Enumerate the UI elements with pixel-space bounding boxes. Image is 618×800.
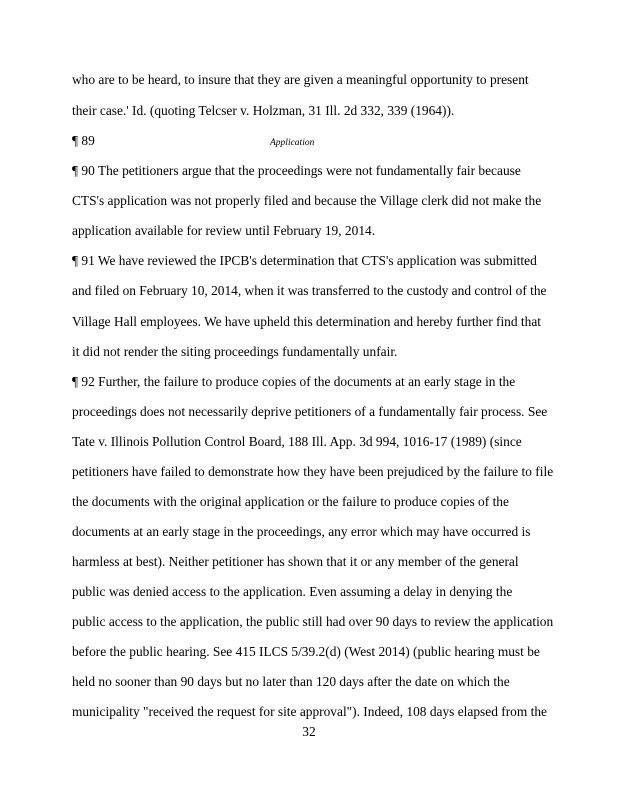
text-line-12: proceedings does not necessarily deprive petitioners of a fundamentally fair process. See xyxy=(72,404,548,419)
text-line-2: their case.' Id. (quoting Telcser v. Holzman, 31 Ill. 2d 332, 339 (1964)). xyxy=(72,103,455,118)
text-line-17: harmless at best). Neither petitioner has shown that it or any member of the general xyxy=(72,554,519,569)
text-line-15: the documents with the original application or the failure to produce copies of the xyxy=(72,494,509,509)
page-number: 32 xyxy=(302,724,316,739)
text-line-13: Tate v. Illinois Pollution Control Board, 188 Ill. App. 3d 994, 1016-17 (1989) (since xyxy=(72,434,522,449)
text-line-11: ¶ 92 Further, the failure to produce copies of the documents at an early stage in the xyxy=(72,374,516,389)
section-heading: Application xyxy=(270,138,315,148)
text-line-1: who are to be heard, to insure that they are given a meaningful opportunity to present xyxy=(72,72,529,87)
text-line-21: held no sooner than 90 days but no later than 120 days after the date on which the xyxy=(72,674,510,689)
text-line-14: petitioners have failed to demonstrate how they have been prejudiced by the failure to file xyxy=(72,464,554,479)
text-line-10: it did not render the siting proceedings fundamentally unfair. xyxy=(72,344,398,359)
text-line-20: before the public hearing. See 415 ILCS 5/39.2(d) (West 2014) (public hearing must be xyxy=(72,644,540,659)
text-line-9: Village Hall employees. We have upheld this determination and hereby further find that xyxy=(72,314,541,329)
text-line-7: ¶ 91 We have reviewed the IPCB's determination that CTS's application was submitted xyxy=(72,253,537,268)
text-line-22: municipality "received the request for site approval"). Indeed, 108 days elapsed from the xyxy=(72,704,547,719)
text-line-18: public was denied access to the application. Even assuming a delay in denying the xyxy=(72,584,513,599)
text-line-6: application available for review until February 19, 2014. xyxy=(72,223,376,238)
text-line-16: documents at an early stage in the proceedings, any error which may have occurred is xyxy=(72,524,531,539)
text-line-19: public access to the application, the public still had over 90 days to review the application xyxy=(72,614,554,629)
text-line-4: ¶ 90 The petitioners argue that the proceedings were not fundamentally fair because xyxy=(72,163,521,178)
paragraph-number-89: ¶ 89 xyxy=(72,133,95,148)
text-line-5: CTS's application was not properly filed and because the Village clerk did not make the xyxy=(72,193,542,208)
text-line-8: and filed on February 10, 2014, when it was transferred to the custody and control of the xyxy=(72,283,547,298)
